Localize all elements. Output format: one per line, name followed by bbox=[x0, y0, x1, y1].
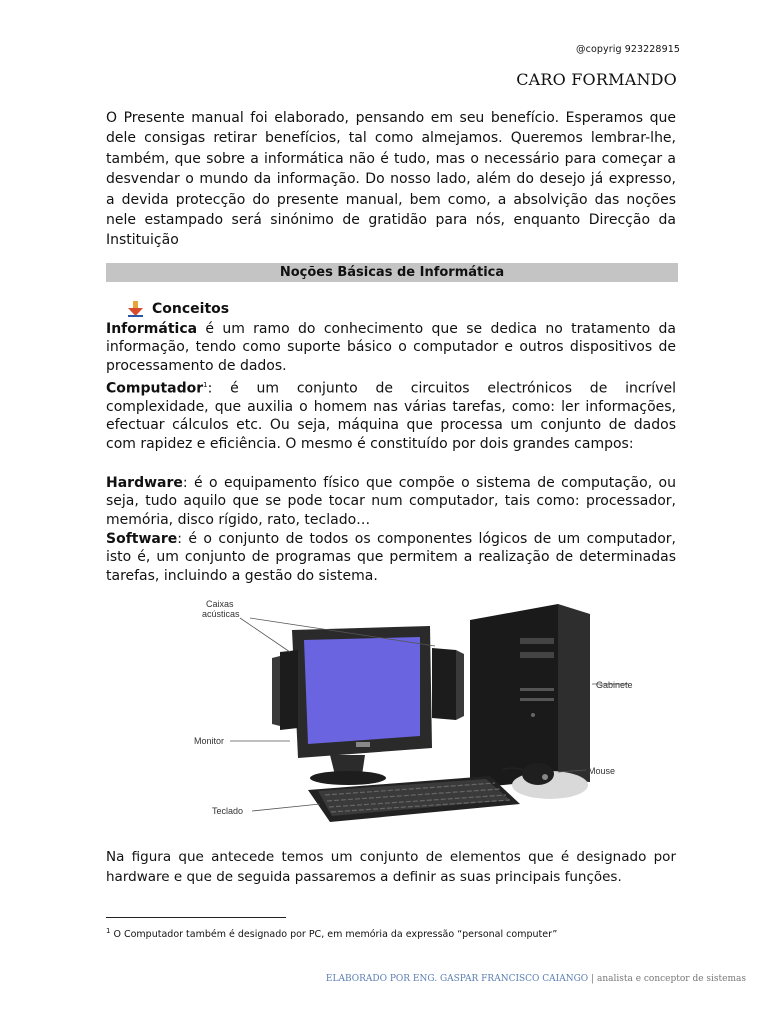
definition-software bbox=[106, 530, 676, 585]
monitor-illustration bbox=[292, 626, 432, 758]
footnote-reference[interactable]: 1 bbox=[203, 381, 208, 389]
concepts-label: Conceitos bbox=[152, 301, 230, 317]
monitor-stand-illustration bbox=[310, 755, 386, 785]
keyboard-label: Teclado bbox=[212, 806, 244, 816]
definition-informatica bbox=[106, 320, 676, 375]
definition-computador bbox=[106, 376, 676, 453]
section-title: Noções Básicas de Informática bbox=[106, 263, 678, 282]
footnote-text: O Computador também é designado por PC, em memória da expressão “personal computer” bbox=[110, 929, 558, 941]
figure-caption: Na figura que antecede temos um conjunto de elementos que é designado por hardware e que de seguida passaremos a definir as suas principais funções. bbox=[106, 849, 676, 885]
concepts-heading bbox=[128, 301, 229, 317]
definition-term: Computador bbox=[106, 380, 204, 397]
down-arrow-bullet-icon bbox=[128, 301, 143, 317]
footer-author: ELABORADO POR ENG. GASPAR FRANCISCO CAIANGO bbox=[325, 974, 589, 984]
definition-term: Informática bbox=[106, 321, 198, 337]
footnote bbox=[106, 927, 706, 940]
case-label: Gabinete bbox=[596, 680, 633, 690]
intro-paragraph: O Presente manual foi elaborado, pensando em seu benefício. Esperamos que dele consigas retirar benefícios, tal como almejamos. Queremos lembrar-lhe, também, que sobre a informática não é tudo, mas o necessário para começar a desvendar o mundo da informação. Do nosso lado, além do desejo já expresso, a devida protecção do presente manual, bem como, a absolvição das noções nele estampado será sinónimo de gratidão para nós, enquanto Direcção da Instituição bbox=[106, 110, 676, 249]
footnote-marker: 1 bbox=[106, 927, 111, 935]
definition-term: Hardware bbox=[106, 475, 183, 491]
footnote-divider bbox=[106, 917, 286, 918]
definition-text: : é o equipamento físico que compõe o sistema de computação, ou seja, tudo aquilo que se pode tocar num computador, tais como: processador, memória, disco rígido, rato, teclado… bbox=[106, 475, 676, 528]
computer-illustration bbox=[180, 590, 680, 840]
definition-term: Software bbox=[106, 531, 178, 547]
mouse-label: Mouse bbox=[588, 766, 616, 776]
definition-hardware bbox=[106, 474, 676, 529]
speakers-label-line2: acústicas bbox=[202, 609, 240, 619]
footer-role: analista e conceptor de sistemas bbox=[596, 974, 746, 984]
copyright-note: @copyrig 923228915 bbox=[576, 44, 680, 55]
definition-text: : é o conjunto de todos os componentes lógicos de um computador, isto é, um conjunto de programas que permitem a realização de determinadas tarefas, incluindo a gestão do sistema. bbox=[106, 531, 676, 584]
case-illustration bbox=[470, 604, 590, 788]
definition-text: : é um conjunto de circuitos electrónicos de incrível complexidade, que auxilia o homem nas várias tarefas, como: ler informações, efectuar cálculos etc. Ou seja, máquina que processa um conjunto de dados com rapidez e eficiência. O mesmo é constituído por dois grandes campos: bbox=[106, 380, 676, 452]
definition-text: é um ramo do conhecimento que se dedica no tratamento da informação, tendo como suporte básico o computador e outros dispositivos de processamento de dados. bbox=[106, 321, 676, 374]
page-title: CARO FORMANDO bbox=[516, 70, 677, 89]
speakers-label-line1: Caixas bbox=[206, 599, 234, 609]
page-footer bbox=[326, 974, 746, 984]
monitor-label: Monitor bbox=[194, 736, 225, 746]
footer-separator: | bbox=[588, 974, 597, 984]
